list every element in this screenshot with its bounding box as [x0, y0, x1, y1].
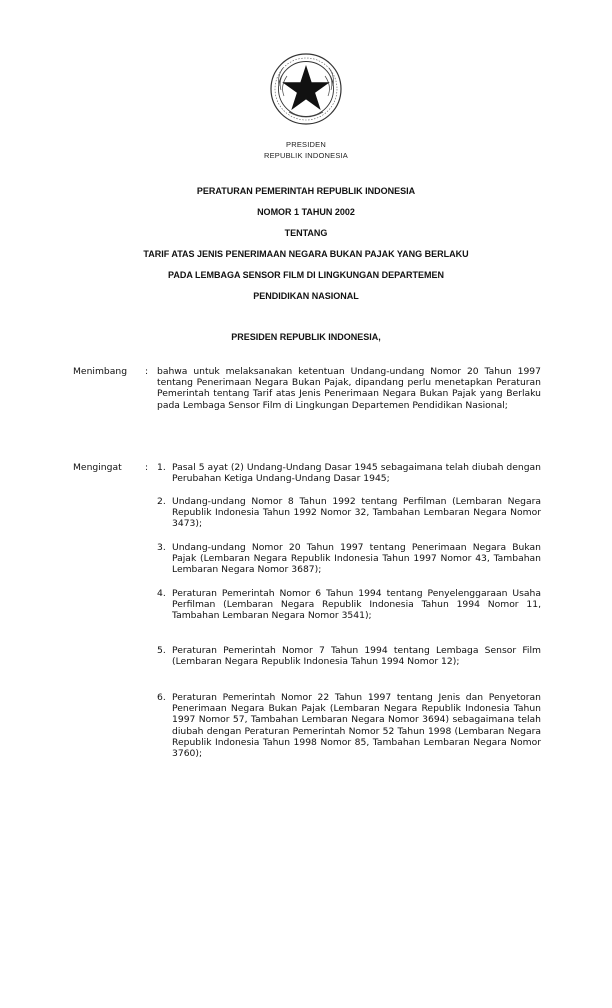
- garuda-star-emblem-icon: [269, 52, 343, 126]
- list-number: 1.: [157, 462, 166, 473]
- list-text: Peraturan Pemerintah Nomor 7 Tahun 1994 tentang Lembaga Sensor Film (Lembaran Negara Republik Indonesia Tahun 1994 Nomor 12);: [172, 645, 541, 668]
- regulation-number: NOMOR 1 TAHUN 2002: [257, 207, 355, 217]
- mengingat-colon: :: [145, 462, 149, 473]
- regulation-subject-line2: PADA LEMBAGA SENSOR FILM DI LINGKUNGAN DEPARTEMEN: [168, 270, 444, 280]
- regulation-subject-line1: TARIF ATAS JENIS PENERIMAAN NEGARA BUKAN PAJAK YANG BERLAKU: [143, 249, 469, 259]
- regulation-about: TENTANG: [284, 228, 328, 238]
- list-number: 2.: [157, 496, 166, 507]
- list-text: Peraturan Pemerintah Nomor 6 Tahun 1994 tentang Penyelenggaraan Usaha Perfilman (Lembaran Negara Republik Indonesia Tahun 1994 Nomor 11, Tambahan Lembaran Negara Nomor 3541);: [172, 588, 541, 622]
- mengingat-item: [157, 542, 541, 576]
- regulation-title: PERATURAN PEMERINTAH REPUBLIK INDONESIA: [196, 186, 416, 196]
- list-text: Undang-undang Nomor 20 Tahun 1997 tentang Penerimaan Negara Bukan Pajak (Lembaran Negara Republik Indonesia Tahun 1997 Nomor 43, Tambahan Lembaran Negara Nomor 3687);: [172, 542, 541, 576]
- mengingat-item: [157, 496, 541, 530]
- list-text: Undang-undang Nomor 8 Tahun 1992 tentang Perfilman (Lembaran Negara Republik Indonesia Tahun 1992 Nomor 32, Tambahan Lembaran Negara Nomor 3473);: [172, 496, 541, 530]
- mengingat-label: Mengingat: [73, 462, 122, 473]
- list-text: Pasal 5 ayat (2) Undang-Undang Dasar 1945 sebagaimana telah diubah dengan Perubahan Ketiga Undang-Undang Dasar 1945;: [172, 462, 541, 485]
- menimbang-label: Menimbang: [73, 366, 128, 377]
- list-number: 4.: [157, 588, 166, 599]
- list-number: 6.: [157, 692, 166, 703]
- list-number: 3.: [157, 542, 166, 553]
- issuer-title: PRESIDEN: [286, 140, 326, 149]
- authority-heading: PRESIDEN REPUBLIK INDONESIA,: [231, 332, 381, 342]
- list-text: Peraturan Pemerintah Nomor 22 Tahun 1997 tentang Jenis dan Penyetoran Penerimaan Negara Bukan Pajak (Lembaran Negara Republik Indonesia Tahun 1997 Nomor 57, Tambahan Lembaran Negara Nomor 3694) sebagaimana telah diubah dengan Peraturan Pemerintah Nomor 52 Tahun 1998 (Lembaran Negara Republik Indonesia Tahun 1998 Nomor 85, Tambahan Lembaran Negara Nomor 3760);: [172, 692, 541, 760]
- menimbang-colon: :: [145, 366, 149, 377]
- issuer-subtitle: REPUBLIK INDONESIA: [263, 151, 349, 160]
- mengingat-item: [157, 692, 541, 759]
- regulation-subject-line3: PENDIDIKAN NASIONAL: [253, 291, 359, 301]
- list-number: 5.: [157, 645, 166, 656]
- mengingat-item: [157, 588, 541, 622]
- mengingat-item: [157, 645, 541, 667]
- menimbang-text: bahwa untuk melaksanakan ketentuan Undang-undang Nomor 20 Tahun 1997 tentang Penerimaan Negara Bukan Pajak, dipandang perlu menetapkan Peraturan Pemerintah tentang Tarif atas Jenis Penerimaan Negara Bukan Pajak yang Berlaku pada Lembaga Sensor Film di Lingkungan Departemen Pendidikan Nasional;: [157, 366, 541, 411]
- mengingat-item: [157, 462, 541, 484]
